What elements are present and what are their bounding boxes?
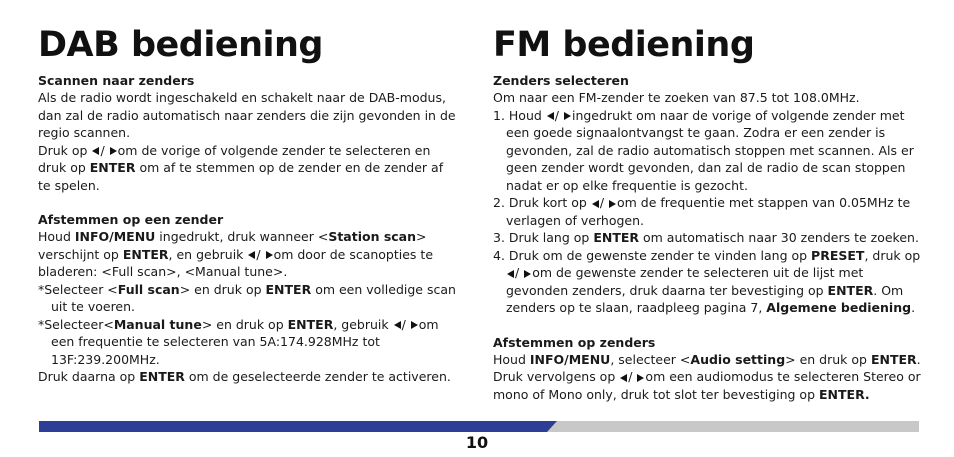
scan-heading: Scannen naar zenders	[38, 73, 195, 88]
triangle-right-icon	[637, 374, 644, 382]
fm-tune-heading: Afstemmen op zenders	[493, 334, 656, 350]
triangle-right-icon	[266, 251, 273, 259]
footer-bar	[39, 421, 919, 432]
scan-paragraph-2: Druk op / om de vorige of volgende zender te selecteren en druk op ENTER om af te stemmen op de zender en de zender af te spelen.	[38, 142, 444, 193]
scan-paragraph-1: Als de radio wordt ingeschakeld en schakelt naar de DAB-modus, dan zal de radio automatisch naar zenders die zijn gevonden in de regio scannen.	[38, 90, 456, 140]
select-item-2: 2. Druk kort op / om de frequentie met stappen van 0.05MHz te verlagen of verhogen.	[493, 195, 911, 228]
triangle-left-icon	[507, 270, 514, 278]
select-heading: Zenders selecteren	[493, 73, 629, 88]
left-column	[38, 24, 458, 386]
triangle-left-icon	[92, 147, 99, 155]
fm-tune-line-2: Druk vervolgens op / om een audiomodus te selecteren Stereo or mono of Mono only, druk tot slot ter bevestiging op ENTER.	[493, 369, 921, 402]
triangle-right-icon	[609, 200, 616, 208]
tune-line-1: Houd INFO/MENU ingedrukt, druk wanneer <Station scan> verschijnt op ENTER, en gebruik / om door de scanopties te bladeren: <Full scan>, <Manual tune>.	[38, 229, 434, 279]
right-column	[493, 24, 923, 403]
triangle-right-icon	[524, 270, 531, 278]
triangle-left-icon	[547, 112, 554, 120]
tune-line-3: *Selecteer<Manual tune> en druk op ENTER, gebruik / om een frequentie te selecteren van 5A:174.928MHz tot 13F:239.200MHz.	[38, 316, 439, 367]
triangle-right-icon	[564, 112, 571, 120]
triangle-right-icon	[110, 147, 117, 155]
page-number: 10	[465, 433, 489, 452]
footer-bar-blue	[39, 421, 557, 432]
triangle-left-icon	[620, 374, 627, 382]
tune-line-4: Druk daarna op ENTER om de geselecteerde zender te activeren.	[38, 369, 451, 384]
fm-title: FM bediening	[493, 25, 755, 65]
select-item-4: 4. Druk om de gewenste zender te vinden lang op PRESET, druk op / om de gewenste zender te selecteren uit de lijst met gevonden zenders, druk daarna ter bevestiging op ENTER. Om zenders op te slaan, raadpleeg pagina 7, Algemene bediening.	[493, 247, 921, 315]
triangle-right-icon	[411, 321, 418, 329]
dab-title: DAB bediening	[38, 25, 323, 65]
triangle-left-icon	[394, 321, 401, 329]
select-item-3: 3. Druk lang op ENTER om automatisch naar 30 zenders te zoeken.	[493, 230, 919, 245]
tune-line-2: *Selecteer <Full scan> en druk op ENTER om een volledige scan uit te voeren.	[38, 281, 456, 314]
fm-tune-line-1: Houd INFO/MENU, selecteer <Audio setting> en druk op ENTER.	[493, 351, 921, 367]
select-item-1: 1. Houd / ingedrukt om naar de vorige of volgende zender met een goede signaalontvangst te gaan. Zodra er een zender is gevonden, zal de radio automatisch stoppen met scannen. Als er geen zender wordt gevonden, dan zal de radio de scan stoppen nadat er op elke frequentie is gezocht.	[493, 107, 914, 193]
triangle-left-icon	[592, 200, 599, 208]
tune-heading: Afstemmen op een zender	[38, 212, 224, 227]
select-intro: Om naar een FM-zender te zoeken van 87.5 tot 108.0MHz.	[493, 90, 860, 105]
triangle-left-icon	[248, 251, 255, 259]
